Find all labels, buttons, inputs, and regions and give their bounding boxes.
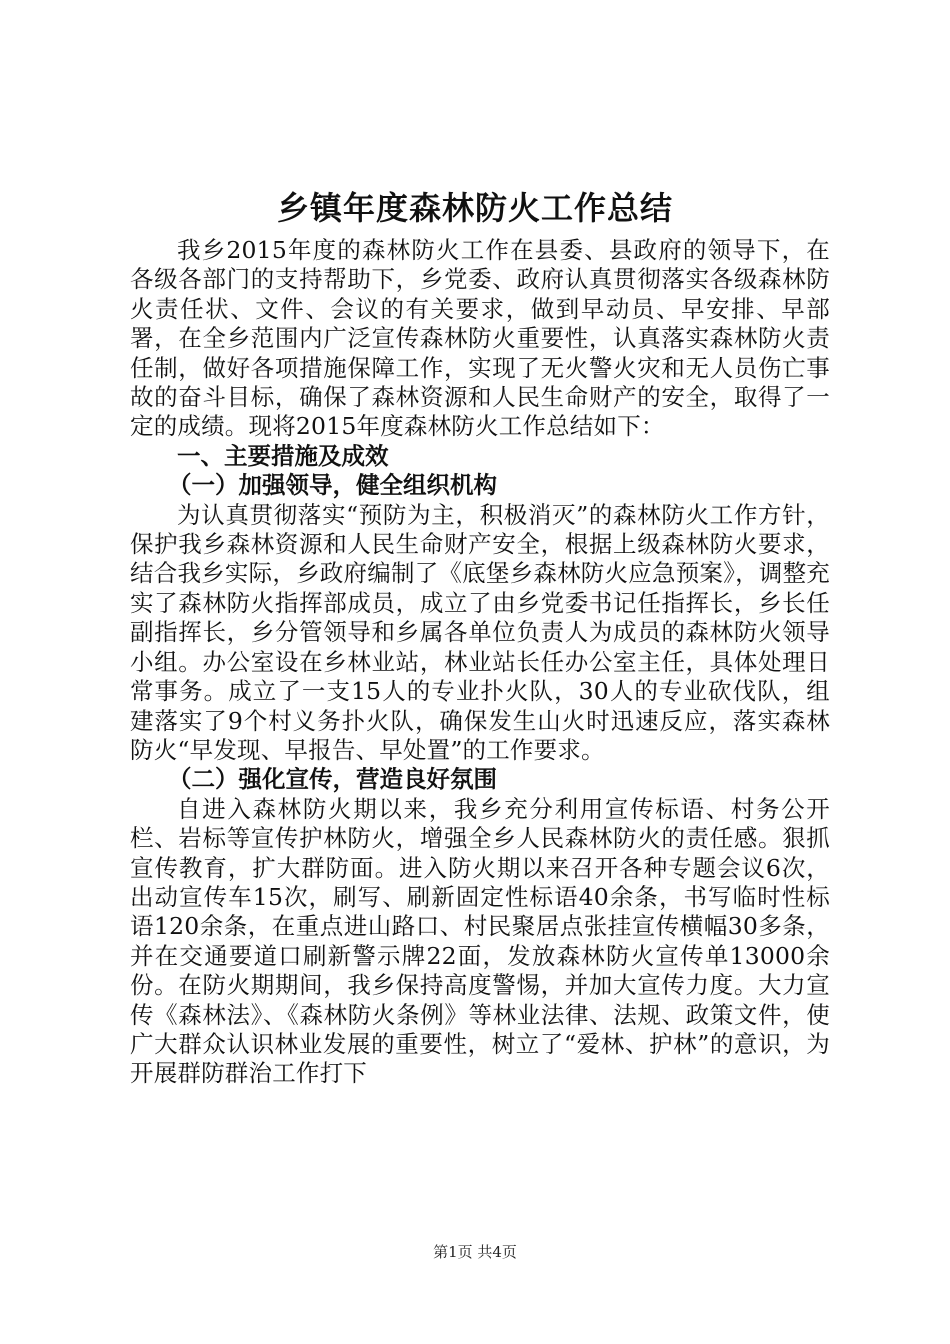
intro-paragraph: 我乡2015年度的森林防火工作在县委、县政府的领导下，在各级各部门的支持帮助下，乡党委、政府认真贯彻落实各级森林防火责任状、文件、会议的有关要求，做到早动员、早安排、早部署，在全乡范围内广泛宣传森林防火重要性，认真落实森林防火责任制，做好各项措施保障工作，实现了无火警火灾和无人员伤亡事故的奋斗目标，确保了森林资源和人民生命财产的安全，取得了一定的成绩。现将2015年度森林防火工作总结如下： [130,236,830,441]
document-title: 乡镇年度森林防火工作总结 [276,189,673,227]
subsection-heading-leadership: （一）加强领导，健全组织机构 [168,471,497,500]
leadership-paragraph: 为认真贯彻落实“预防为主，积极消灭”的森林防火工作方针，保护我乡森林资源和人民生命财产安全，根据上级森林防火要求，结合我乡实际，乡政府编制了《底堡乡森林防火应急预案》，调整充实了森林防火指挥部成员，成立了由乡党委书记任指挥长，乡长任副指挥长，乡分管领导和乡属各单位负责人为成员的森林防火领导小组。办公室设在乡林业站，林业站长任办公室主任，具体处理日常事务。成立了一支15人的专业扑火队，30人的专业砍伐队，组建落实了9个村义务扑火队，确保发生山火时迅速反应，落实森林防火“早发现、早报告、早处置”的工作要求。 [130,500,830,764]
page-number-footer: 第1页 共4页 [433,1243,517,1261]
document-body [130,236,830,1089]
publicity-paragraph: 自进入森林防火期以来，我乡充分利用宣传标语、村务公开栏、岩标等宣传护林防火，增强全乡人民森林防火的责任感。狠抓宣传教育，扩大群防面。进入防火期以来召开各种专题会议6次，出动宣传车15次，刷写、刷新固定性标语40余条，书写临时性标语120余条，在重点进山路口、村民聚居点张挂宣传横幅30多条，并在交通要道口刷新警示牌22面，发放森林防火宣传单13000余份。在防火期期间，我乡保持高度警惕，并加大宣传力度。大力宣传《森林法》、《森林防火条例》等林业法律、法规、政策文件，使广大群众认识林业发展的重要性，树立了“爱林、护林”的意识，为开展群防群治工作打下 [130,794,830,1088]
subsection-heading-publicity: （二）强化宣传，营造良好氛围 [168,765,497,794]
section-heading-measures: 一、主要措施及成效 [177,441,389,470]
